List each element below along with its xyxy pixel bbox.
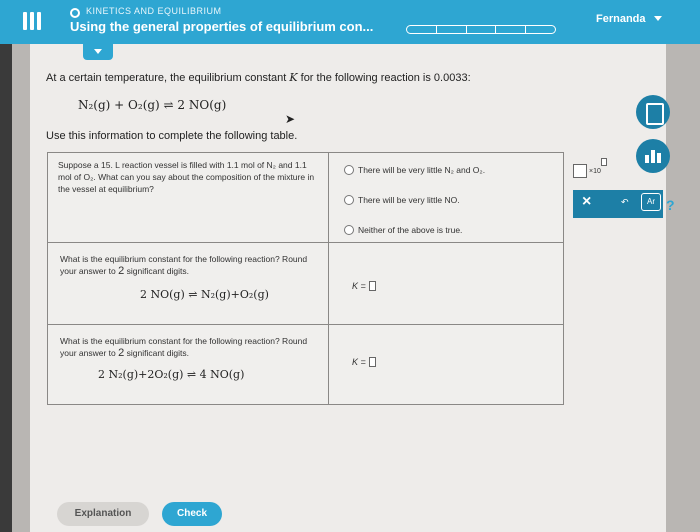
question-cell: What is the equilibrium constant for the following reaction? Round your answer to 2 significant digits. 2 N₂(g)+2O₂(g) ⇌ 4 NO(g): [48, 325, 329, 405]
scientific-notation-input[interactable]: [573, 164, 587, 178]
check-button[interactable]: Check: [162, 502, 222, 526]
help-button[interactable]: ?: [666, 197, 675, 213]
data-chart-icon[interactable]: [636, 139, 670, 173]
undo-icon[interactable]: ↶: [621, 197, 629, 207]
header-bar: [0, 0, 700, 44]
answer-cell: [330, 153, 563, 242]
reaction-equation: 2 N₂(g)+2O₂(g) ⇌ 4 NO(g): [98, 368, 245, 381]
explanation-button[interactable]: Explanation: [57, 502, 149, 526]
reaction-equation: 2 NO(g) ⇌ N₂(g)+O₂(g): [140, 288, 269, 301]
progress-bar: [406, 25, 556, 34]
calculator-icon[interactable]: [636, 95, 670, 129]
problem-prompt: At a certain temperature, the equilibrium constant K for the following reaction is 0.0033:: [46, 71, 471, 84]
topic-label: KINETICS AND EQUILIBRIUM: [86, 6, 222, 16]
radio-button[interactable]: [344, 225, 354, 235]
k-input[interactable]: [369, 357, 376, 367]
table-row: [48, 153, 563, 243]
radio-button[interactable]: [344, 195, 354, 205]
k-input[interactable]: [369, 281, 376, 291]
option-little-product[interactable]: There will be very little NO.: [344, 195, 460, 205]
radio-button[interactable]: [344, 165, 354, 175]
question-table: [47, 152, 564, 405]
mouse-cursor-icon: ➤: [285, 112, 296, 126]
option-neither[interactable]: Neither of the above is true.: [344, 225, 462, 235]
user-name[interactable]: Fernanda: [596, 13, 646, 25]
chevron-down-icon[interactable]: [654, 16, 662, 21]
periodic-table-button[interactable]: Ar: [641, 193, 661, 211]
k-answer-field[interactable]: K =: [352, 357, 376, 367]
question-cell: What is the equilibrium constant for the following reaction? Round your answer to 2 significant digits. 2 NO(g) ⇌ N₂(g)+O₂(g): [48, 243, 329, 324]
option-little-reactants[interactable]: There will be very little N₂ and O₂.: [344, 165, 485, 175]
table-row: [48, 243, 563, 325]
collapse-tab[interactable]: [83, 44, 113, 60]
menu-icon[interactable]: [20, 10, 46, 32]
exponent-input[interactable]: [601, 158, 607, 166]
k-answer-field[interactable]: K =: [352, 281, 376, 291]
screen-bezel: [0, 0, 12, 532]
table-row: [48, 325, 563, 405]
instruction-text: Use this information to complete the following table.: [46, 130, 298, 142]
answer-cell: [330, 243, 563, 324]
lesson-title: Using the general properties of equilibrium con...: [70, 19, 374, 34]
question-cell: Suppose a 15. L reaction vessel is filled with 1.1 mol of N₂ and 1.1 mol of O₂. What can you say about the composition of the mixture in the vessel at equilibrium?: [48, 153, 329, 242]
answer-cell: [330, 325, 563, 405]
sci-notation-label[interactable]: ×10: [589, 168, 601, 175]
reaction-equation: N₂(g) + O₂(g) ⇌ 2 NO(g): [78, 98, 227, 112]
topic-status-icon: [70, 8, 80, 18]
clear-button[interactable]: ×: [582, 193, 592, 210]
